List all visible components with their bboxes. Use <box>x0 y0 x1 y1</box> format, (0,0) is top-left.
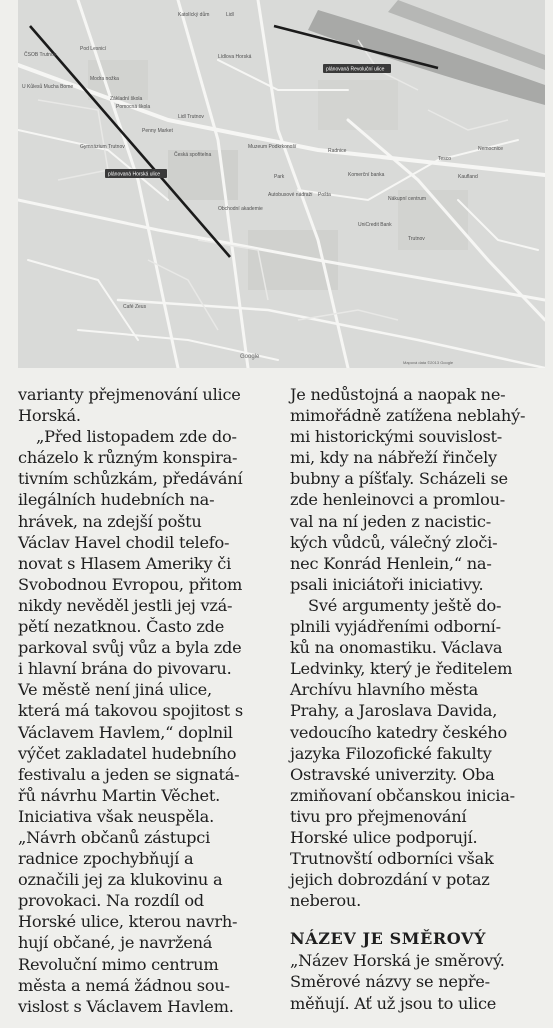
text-line: Prahy, a Jaroslava Davida, <box>290 701 498 721</box>
text-line: provokaci. Na rozdíl od <box>18 891 204 911</box>
text-line: zde henleinovci a promlou- <box>290 490 505 510</box>
map-attribution: Mapová data ©2013 Google <box>403 360 454 365</box>
street-label-right <box>323 64 391 73</box>
text-line: varianty přejmenování ulice <box>18 385 241 404</box>
text-line: Je nedůstojná a naopak ne- <box>290 385 506 404</box>
text-line: Své argumenty ještě do- <box>308 595 502 615</box>
text-line: bubny a píšťaly. Scházeli se <box>290 469 508 489</box>
text-line: psali iniciátoři iniciativy. <box>290 574 484 594</box>
text-line: ků na onomastiku. Václava <box>290 638 503 658</box>
text-line: Horská. <box>18 406 81 426</box>
street-label-left <box>105 169 167 178</box>
text-line: Trutnovští odborníci však <box>290 849 494 869</box>
text-line: označili jej za klukovinu a <box>18 870 223 890</box>
svg-text:Café Zeus: Café Zeus <box>123 304 147 310</box>
svg-text:plánovaná Revoluční ulice: plánovaná Revoluční ulice <box>326 66 385 73</box>
svg-text:Pomocná škola: Pomocná škola <box>116 104 151 110</box>
text-line: Horské ulice podporují. <box>290 827 478 847</box>
text-line: novat s Hlasem Ameriky či <box>18 553 232 573</box>
text-line: jejich dobrozdání v potaz <box>290 870 490 890</box>
svg-text:Nákupní centrum: Nákupní centrum <box>388 196 427 202</box>
article-column-right <box>290 384 545 1014</box>
text-line: Revoluční mimo centrum <box>18 954 219 974</box>
text-line: val na ní jeden z nacistic- <box>290 511 491 531</box>
svg-text:Česká spořitelna: Česká spořitelna <box>174 152 212 158</box>
text-line: Horské ulice, kterou navrh- <box>18 912 238 932</box>
svg-text:plánovaná Horská ulice: plánovaná Horská ulice <box>108 171 160 178</box>
map-drawing <box>18 0 545 368</box>
text-line: Václavem Havlem,“ doplnil <box>18 722 233 742</box>
svg-text:Nemocnice: Nemocnice <box>478 146 504 152</box>
svg-text:Základní škola: Základní škola <box>110 96 143 102</box>
street-map <box>18 0 545 368</box>
svg-text:Pošta: Pošta <box>318 192 331 198</box>
text-line: města a nemá žádnou sou- <box>18 975 230 995</box>
svg-text:Komerční banka: Komerční banka <box>348 172 385 178</box>
svg-text:Muzeum Podkrkonoší: Muzeum Podkrkonoší <box>248 144 297 150</box>
text-line: Ledvinky, který je ředitelem <box>290 659 513 679</box>
svg-text:Lidl: Lidl <box>226 12 234 18</box>
text-line: mi, kdy na nábřeží řinčely <box>290 448 497 468</box>
text-line: parkoval svůj vůz a byla zde <box>18 638 242 658</box>
svg-text:Obchodní akademie: Obchodní akademie <box>218 206 263 212</box>
text-line: výčet zakladatel hudebního <box>18 743 237 763</box>
text-line: zmiňovaní občanskou inicia- <box>290 785 515 805</box>
text-line: ilegálních hudebních na- <box>18 490 215 510</box>
text-line: tivu pro přejmenování <box>290 806 467 826</box>
text-line: Směrové názvy se nepře- <box>290 972 490 992</box>
text-line: „Návrh občanů zástupci <box>18 827 210 847</box>
svg-text:Penny Market: Penny Market <box>142 128 173 134</box>
text-line: neberou. <box>290 891 362 911</box>
svg-text:Park: Park <box>274 174 285 180</box>
svg-text:Radnice: Radnice <box>328 148 347 154</box>
text-line: řů návrhu Martin Věchet. <box>18 785 220 805</box>
text-line: kých vůdců, válečný zloči- <box>290 532 498 552</box>
text-line: mimořádně zatížena neblahý- <box>290 406 526 426</box>
text-line: nikdy nevěděl jestli jej vzá- <box>18 595 233 615</box>
svg-text:Kaufland: Kaufland <box>458 174 478 180</box>
svg-text:Lidl Trutnov: Lidl Trutnov <box>178 114 204 120</box>
svg-text:Modra nožka: Modra nožka <box>90 76 119 82</box>
text-line: Svobodnou Evropou, přitom <box>18 574 243 594</box>
article-subheading: NÁZEV JE SMĚROVÝ <box>290 929 487 949</box>
text-line: hují občané, je navržená <box>18 933 213 953</box>
text-line: nec Konrád Henlein,“ na- <box>290 553 492 573</box>
text-line: tivním schůzkám, předávání <box>18 469 243 489</box>
text-line: hrávek, na zdejší poštu <box>18 511 202 531</box>
text-line: cházelo k různým konspira- <box>18 448 238 468</box>
text-line: vislost s Václavem Havlem. <box>18 996 234 1016</box>
map-logo: Google <box>240 354 260 360</box>
text-line: pětí nezatknou. Často zde <box>18 617 225 637</box>
text-line: vedoucího katedry českého <box>290 722 508 742</box>
text-line: Ve městě není jiná ulice, <box>18 680 212 700</box>
text-line: měňují. Ať už jsou to ulice <box>290 993 497 1013</box>
svg-text:UniCredit Bank: UniCredit Bank <box>358 222 392 228</box>
text-line: Iniciativa však neuspěla. <box>18 806 214 826</box>
svg-text:Katolícký dům: Katolícký dům <box>178 12 210 18</box>
svg-text:Gymnázium Trutnov: Gymnázium Trutnov <box>80 144 125 150</box>
text-line: jazyka Filozofické fakulty <box>290 743 492 763</box>
text-line: i hlavní brána do pivovaru. <box>18 659 232 679</box>
text-line: plnili vyjádřeními odborní- <box>290 617 501 637</box>
svg-text:Autobusové nádraží: Autobusové nádraží <box>268 192 313 198</box>
text-line: Václav Havel chodil telefo- <box>18 532 230 552</box>
text-line: festivalu a jeden se signatá- <box>18 764 240 784</box>
text-line: „Název Horská je směrový. <box>290 951 505 971</box>
text-line: která má takovou spojitost s <box>18 701 243 721</box>
svg-text:ČSOB Trutnov: ČSOB Trutnov <box>24 52 57 58</box>
svg-text:Trutnov: Trutnov <box>408 236 425 242</box>
svg-text:Lídlova Horská: Lídlova Horská <box>218 54 252 60</box>
text-line: „Před listopadem zde do- <box>36 427 237 447</box>
svg-text:Pod Lesnicí: Pod Lesnicí <box>80 46 107 52</box>
text-line: Ostravské univerzity. Oba <box>290 764 495 784</box>
text-line: radnice zpochybňují a <box>18 849 194 869</box>
text-line: Archívu hlavního města <box>290 680 479 700</box>
article-column-left <box>18 384 280 1017</box>
svg-text:Tesco: Tesco <box>438 156 452 162</box>
svg-text:U Kůlesů Mucha Bome: U Kůlesů Mucha Bome <box>22 84 74 90</box>
article-column-right-body <box>290 384 545 911</box>
text-line: mi historickými souvislost- <box>290 427 503 447</box>
article-column-right-body-continued <box>290 950 545 1013</box>
